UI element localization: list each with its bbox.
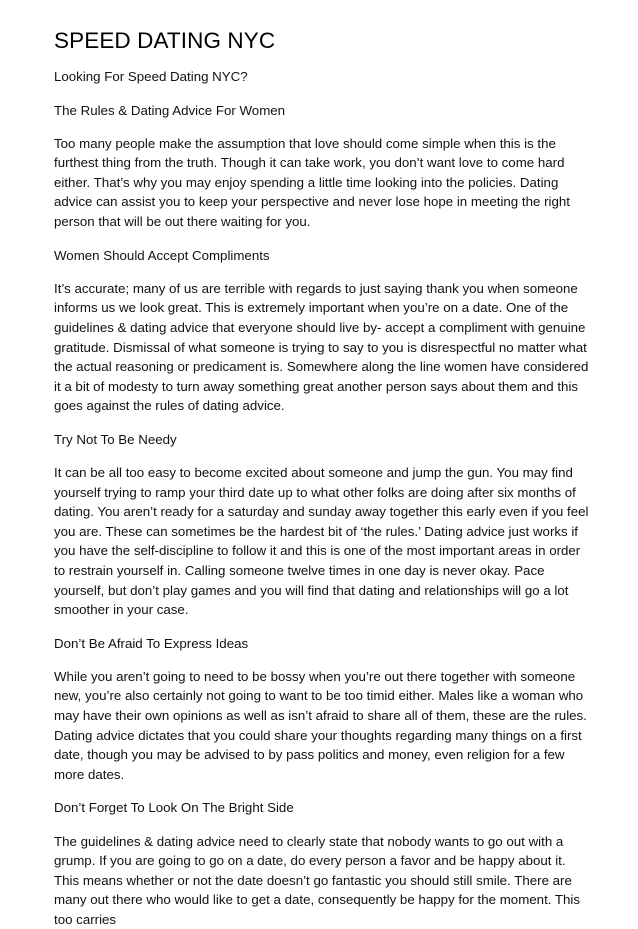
section-heading: Try Not To Be Needy: [54, 430, 590, 450]
section-body: It’s accurate; many of us are terrible with regards to just saying thank you when someone informs us we look great. This is extremely important when you’re on a date. One of the guidelines & dating advice that everyone should live by- accept a compliment with genuine gratitude. Dismissal of what someone is trying to say to you is disrespectful no matter what the actual reasoning or predicament is. Somewhere along the line women have considered it a bit of modesty to turn away something great another person says about them and this goes against the rules of dating advice.: [54, 279, 590, 416]
section-heading: Don’t Forget To Look On The Bright Side: [54, 798, 590, 818]
section-heading: Don’t Be Afraid To Express Ideas: [54, 634, 590, 654]
section-body: While you aren’t going to need to be bossy when you’re out there together with someone new, you’re also certainly not going to want to be too timid either. Males like a woman who may have their own opinions as well as isn’t afraid to share all of them, these are the rules. Dating advice dictates that you could share your thoughts regarding many things on a first date, though you may be advised to by pass politics and money, even religion for a few more dates.: [54, 667, 590, 785]
document-title: SPEED DATING NYC: [54, 27, 590, 55]
section-body: It can be all too easy to become excited about someone and jump the gun. You may find yourself trying to ramp your third date up to what other folks are doing after six months of dating. You aren’t ready for a saturday and sunday away together this early even if you feel you are. These can sometimes be the hardest bit of ‘the rules.’ Dating advice just works if you have the self-discipline to follow it and this is one of the most important areas in order to restrain yourself in. Calling someone twelve times in one day is never okay. Pace yourself, but don’t play games and you will find that dating and relationships will go a lot smoother in your case.: [54, 463, 590, 620]
document-subtitle: Looking For Speed Dating NYC?: [54, 67, 590, 87]
section-body: The guidelines & dating advice need to clearly state that nobody wants to go out with a grump. If you are going to go on a date, do every person a favor and be happy about it. This means whether or not the date doesn’t go fantastic you should still smile. There are many out there who would like to get a date, consequently be happy for the moment. This too carries: [54, 832, 590, 929]
section-body: Too many people make the assumption that love should come simple when this is the furthest thing from the truth. Though it can take work, you don’t want love to come hard either. That’s why you may enjoy spending a little time looking into the policies. Dating advice can assist you to keep your perspective and never lose hope in meeting the right person that will be out there waiting for you.: [54, 134, 590, 232]
section-heading: The Rules & Dating Advice For Women: [54, 101, 590, 121]
section-heading: Women Should Accept Compliments: [54, 246, 590, 266]
